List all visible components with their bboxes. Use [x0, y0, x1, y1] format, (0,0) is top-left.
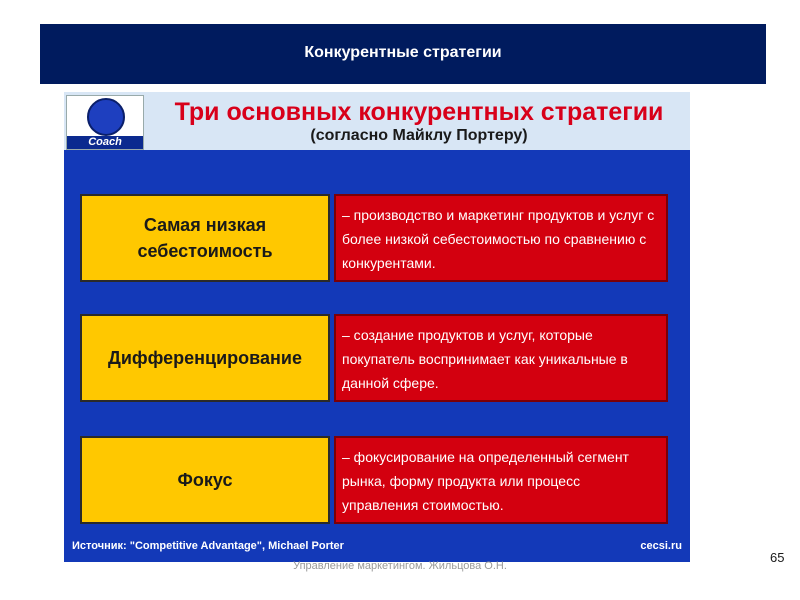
page-number: 65: [770, 550, 785, 565]
image-header: [64, 92, 690, 150]
image-subtitle: (согласно Майклу Портеру): [310, 127, 528, 144]
strategy-description: – фокусирование на определенный сегмент рынка, форму продукта или процесс управления стоимостью.: [334, 436, 668, 524]
strategy-name: Дифференцирование: [80, 314, 330, 402]
strategy-description: – создание продуктов и услуг, которые покупатель воспринимает как уникальные в данной сфере.: [334, 314, 668, 402]
strategy-row: [80, 436, 668, 524]
logo-text: Coach: [67, 136, 143, 149]
coach-logo: [66, 95, 144, 150]
source-site: cecsi.ru: [640, 540, 682, 552]
strategy-description: – производство и маркетинг продуктов и услуг с более низкой себестоимостью по сравнению с конкурентами.: [334, 194, 668, 282]
strategy-name: Фокус: [80, 436, 330, 524]
image-main-title: Три основных конкурентных стратегии: [174, 98, 664, 126]
strategy-row: [80, 314, 668, 402]
strategies-image: [64, 92, 690, 562]
globe-icon: [87, 98, 125, 136]
slide-title-bar: [40, 24, 766, 84]
slide-title: Конкурентные стратегии: [304, 44, 502, 61]
strategy-name: Самая низкая себестоимость: [80, 194, 330, 282]
footer-author: Управление маркетингом. Жильцова О.Н.: [293, 560, 507, 572]
strategy-row: [80, 194, 668, 282]
source-note: Источник: "Competitive Advantage", Michael Porter: [72, 540, 344, 552]
